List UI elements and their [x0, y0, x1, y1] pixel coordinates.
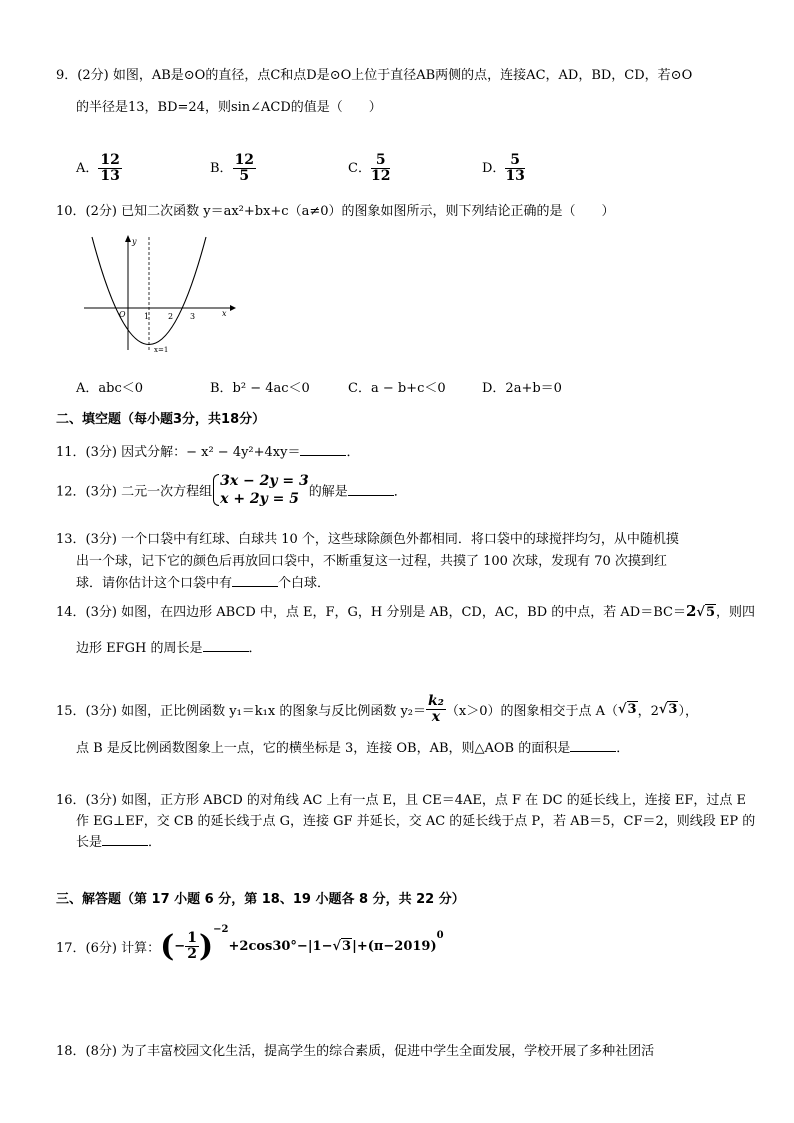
q10-option-d[interactable]: D．2a+b＝0 [482, 381, 562, 396]
q17-left-paren: ( [160, 929, 175, 964]
q17: 17．(6分) 计算：(− $\frac{1}{2}$ )$^{-2}+2\cos 30^\circ-|1-√3|+(\pi-2019)^0$ [56, 924, 444, 964]
q9-number: 9．(2分) 如图， [56, 68, 152, 83]
q9-option-c[interactable]: C． $\frac{5}{12}$ [348, 152, 391, 184]
q12: 12．(3分) 二元一次方程组 3x − 2y = 3 x + 2y = 5 的解是 ． [56, 473, 407, 507]
q9-line2: 的半径是13，BD=24，则sin∠ACD的值是（ ） [76, 100, 382, 115]
q16-answer-blank[interactable] [102, 834, 148, 846]
q11: 11．(3分) 因式分解：− x² − 4y²+4xy＝ ． [56, 445, 360, 460]
q16-line3: 长是 ． [76, 835, 162, 850]
q10-option-c[interactable]: C．a − b+c＜0 [348, 381, 446, 396]
origin-label: O [119, 310, 126, 319]
q17-fraction: $\frac{1}{2}$ [187, 930, 197, 962]
q13-line2: 出一个球，记下它的颜色后再放回口袋中，不断重复这一过程，共摸了 100 次球，发现有 70 次摸到红 [76, 554, 667, 569]
x-axis-arrow-icon [230, 305, 236, 311]
q11-answer-blank[interactable] [300, 444, 346, 456]
q18-text: 18．(8分) 为了丰富校园文化生活，提高学生的综合素质，促进中学生全面发展，学校开展了多种社团活 [56, 1044, 655, 1059]
q9-option-b[interactable]: B． $\frac{12}{5}$ [210, 152, 255, 184]
q10-text: 10．(2分) 已知二次函数 y＝ax²+bx+c（a≠0）的图象如图所示，则下列结论正确的是（ ） [56, 204, 615, 219]
q15-sqrt-1: √3 [618, 702, 637, 717]
q12-equation-system: 3x − 2y = 3 x + 2y = 5 [212, 472, 309, 508]
q15-line2: 点 B 是反比例函数图象上一点，它的横坐标是 3，连接 OB，AB，则△AOB 的面积是 ． [76, 741, 630, 756]
q10-option-b[interactable]: B．b² − 4ac＜0 [210, 381, 310, 396]
q14-sqrt: √5 [696, 605, 716, 620]
q14-line2: 边形 EFGH 的周长是 ． [76, 641, 262, 656]
q16-line2: 作 EG⊥EF，交 CB 的延长线于点 G，连接 GF 并延长，交 AC 的延长线于点 P，若 AB＝5，CF＝2，则线段 EP 的 [76, 814, 756, 829]
y-label: y [132, 237, 137, 246]
q13-line3: 球．请你估计这个口袋中有 个白球． [76, 576, 331, 591]
q17-sqrt: √3 [332, 939, 352, 954]
q15-fraction: $\frac{\text{k₂}}{x}$ [428, 693, 444, 725]
q13-line1: 13．(3分) 一个口袋中有红球、白球共 10 个，这些球除颜色外都相同．将口袋中的球搅拌均匀，从中随机摸 [56, 532, 679, 547]
q17-right-paren: ) [198, 929, 214, 964]
section-2-title: 二、填空题（每小题3分，共18分） [56, 412, 266, 427]
q9-text-1: AB是⊙O的直径，点C和点D是⊙O上位于直径AB两侧的点，连接AC，AD，BD，CD，若⊙O [151, 68, 693, 83]
q15-line1: 15．(3分) 如图，正比例函数 y₁＝k₁x 的图象与反比例函数 y₂＝ $\frac{\text{k₂}}{x}$ （x＞0）的图象相交于点 A（√3，2√3）， [56, 693, 698, 725]
section-3-title: 三、解答题（第 17 小题 6 分，第 18、19 小题各 8 分，共 22 分） [56, 892, 465, 907]
q9-option-d[interactable]: D． $\frac{5}{13}$ [482, 152, 525, 184]
q9-option-a[interactable]: A． $\frac{12}{13}$ [76, 152, 120, 184]
q9-line1 [56, 64, 692, 83]
tick-2: 2 [168, 312, 174, 321]
q15-answer-blank[interactable] [570, 740, 616, 752]
q14-answer-blank[interactable] [203, 640, 249, 652]
q12-answer-blank[interactable] [348, 484, 394, 496]
q9-option-d-fraction: $\frac{5}{13}$ [505, 152, 525, 184]
axis-label: x=1 [154, 346, 169, 354]
q10-option-a[interactable]: A．abc＜0 [76, 381, 144, 396]
q10-parabola-graph [80, 232, 240, 362]
q15-sqrt-2: √3 [658, 702, 678, 717]
q9-option-a-fraction: $\frac{12}{13}$ [100, 152, 120, 184]
tick-3: 3 [190, 312, 196, 321]
q14-line1: 14．(3分) 如图，在四边形 ABCD 中，点 E，F，G，H 分别是 AB，CD，AC，BD 的中点，若 AD＝BC＝2√5，则四 [56, 602, 756, 620]
q13-answer-blank[interactable] [232, 575, 278, 587]
x-label: x [222, 309, 227, 318]
tick-1: 1 [144, 312, 150, 321]
q9-option-c-fraction: $\frac{5}{12}$ [370, 152, 391, 184]
y-axis-arrow-icon [125, 235, 131, 242]
q9-option-b-fraction: $\frac{12}{5}$ [234, 152, 255, 184]
q16-line1: 16．(3分) 如图，正方形 ABCD 的对角线 AC 上有一点 E，且 CE＝4AE，点 F 在 DC 的延长线上，连接 EF，过点 E [56, 793, 747, 808]
